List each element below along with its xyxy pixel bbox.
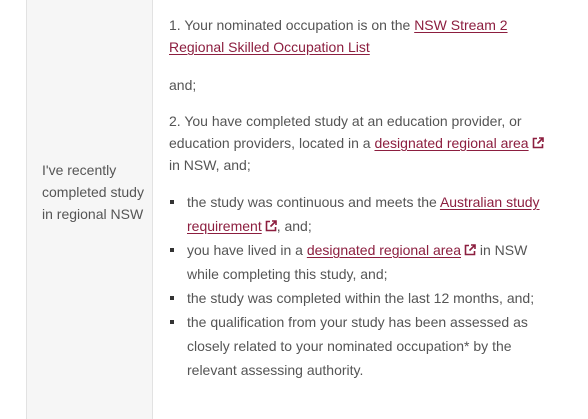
bullet-2-suffix: in NSW while completing this study, and; xyxy=(187,242,528,282)
designated-regional-area-link-2[interactable] xyxy=(307,242,476,258)
criteria-label: I've recently completed study in regional NSW xyxy=(42,162,144,222)
bullet-4-text: the qualification from your study has been assessed as closely related to your nominated occupation* by the relevant assessing authority. xyxy=(187,314,528,378)
list-item xyxy=(169,190,549,238)
list-item xyxy=(169,238,549,286)
bullet-1-suffix: , and; xyxy=(276,218,312,234)
criteria-details xyxy=(169,14,549,382)
requirement-1 xyxy=(169,14,549,58)
and-separator: and; xyxy=(169,77,197,93)
designated-regional-area-link-2-label: designated regional area xyxy=(306,242,461,258)
occupation-list-link[interactable]: NSW Stream 2 Regional Skilled Occupation List xyxy=(169,17,508,55)
bullet-1-text: the study was continuous and meets the xyxy=(187,194,440,210)
external-link-icon xyxy=(532,137,544,149)
criteria-details-cell xyxy=(154,0,566,419)
requirement-2-bullet-list xyxy=(169,190,549,382)
requirement-2 xyxy=(169,110,549,176)
external-link-icon xyxy=(265,220,277,232)
bullet-2-text: you have lived in a xyxy=(187,242,307,258)
requirement-2-suffix: in NSW, and; xyxy=(169,157,251,173)
designated-regional-area-link[interactable] xyxy=(374,135,543,151)
list-item xyxy=(169,310,549,382)
table-row xyxy=(26,0,566,419)
designated-regional-area-link-label: designated regional area xyxy=(374,135,529,151)
australian-study-requirement-link-label: Australian study requirement xyxy=(187,194,540,234)
requirement-1-text: 1. Your nominated occupation is on the xyxy=(169,17,415,33)
bullet-3-text: the study was completed within the last 12 months, and; xyxy=(187,290,535,306)
criteria-label-cell xyxy=(27,0,153,419)
external-link-icon xyxy=(464,244,476,256)
list-item xyxy=(169,286,549,310)
requirement-2-text: 2. You have completed study at an education provider, or education providers, located in a xyxy=(169,113,522,151)
